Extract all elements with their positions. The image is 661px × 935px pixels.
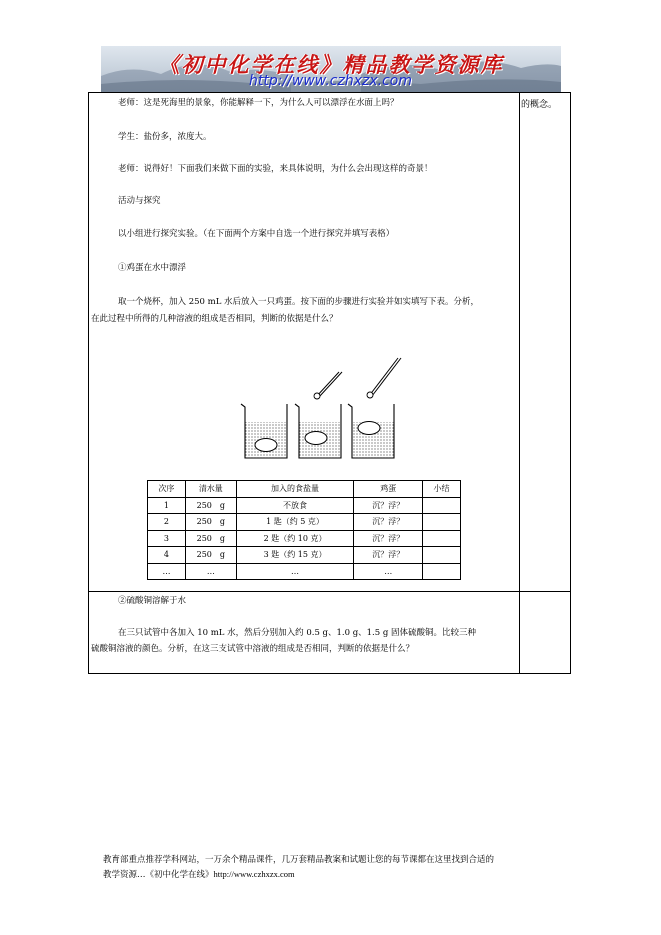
beakers-illustration: [236, 352, 406, 464]
plan-1-title: ①鸡蛋在水中漂浮: [118, 263, 187, 273]
table-cell: …: [354, 563, 423, 580]
table-cell: 2 匙（约 10 克）: [236, 530, 354, 547]
section-title: 活动与探究: [118, 196, 161, 206]
table-cell: 250 g: [185, 547, 236, 564]
table-cell: 250 g: [185, 497, 236, 514]
table-cell: 沉？浮？: [354, 530, 423, 547]
col-header: 小结: [423, 481, 461, 498]
table-cell: 3: [148, 530, 186, 547]
banner-title: 《初中化学在线》精品教学资源库: [158, 52, 504, 77]
table-cell: [423, 530, 461, 547]
table-cell: [423, 547, 461, 564]
header-banner: [101, 46, 561, 92]
table-row: [148, 497, 461, 514]
lower-side-cell: [519, 591, 571, 674]
experiment-table: [147, 480, 461, 580]
col-header: 加入的食盐量: [236, 481, 354, 498]
side-note: 的概念。: [521, 100, 558, 110]
col-header: 鸡蛋: [354, 481, 423, 498]
table-cell: 250 g: [185, 530, 236, 547]
table-cell: 沉？浮？: [354, 514, 423, 531]
page-footer: [103, 853, 494, 882]
upper-side-cell: [519, 92, 571, 592]
table-cell: 1: [148, 497, 186, 514]
plan-1-desc-2: 在此过程中所得的几种溶液的组成是否相同，判断的依据是什么？: [91, 314, 338, 324]
teacher-question: 老师：这是死海里的景象，你能解释一下，为什么人可以漂浮在水面上吗？: [118, 98, 399, 108]
table-cell: 250 g: [185, 514, 236, 531]
table-cell: [423, 497, 461, 514]
table-row: [148, 547, 461, 564]
footer-line-2: [103, 867, 494, 882]
table-row: [148, 563, 461, 580]
table-cell: …: [148, 563, 186, 580]
beaker-1-icon: [241, 404, 287, 458]
table-row: [148, 530, 461, 547]
plan-2-title: ②硫酸铜溶解于水: [118, 596, 187, 606]
table-cell: 1 匙（约 5 克）: [236, 514, 354, 531]
plan-2-desc-1: 在三只试管中各加入 10 mL 水，然后分别加入约 0.5 g、1.0 g、1.5 g 固体硫酸铜。比较三种: [118, 628, 477, 638]
footer-line-2-text: 教学资源…《初中化学在线》: [103, 870, 214, 880]
footer-line-1: 教育部重点推荐学科网站，一万余个精品课件，几万套精品教案和试题让您的每节课都在这里找到合适的: [103, 855, 495, 865]
table-header-row: [148, 481, 461, 498]
plan-2-desc-2: 硫酸铜溶液的颜色。分析，在这三支试管中溶液的组成是否相同，判断的依据是什么？: [91, 644, 415, 654]
teacher-reply: 老师：说得好！下面我们来做下面的实验，来具体说明，为什么会出现这样的奇景！: [118, 164, 433, 174]
table-cell: …: [236, 563, 354, 580]
table-cell: 沉？浮？: [354, 497, 423, 514]
banner-url-link[interactable]: http://www.czhxzx.com: [249, 73, 412, 89]
student-answer: 学生：盐份多，浓度大。: [118, 132, 212, 142]
table-cell: [423, 514, 461, 531]
beaker-3-icon: [348, 358, 401, 458]
col-header: 次序: [148, 481, 186, 498]
plan-1-desc-1: 取一个烧杯，加入 250 mL 水后放入一只鸡蛋。按下面的步骤进行实验并如实填写下表。分析，: [118, 297, 480, 307]
table-cell: 2: [148, 514, 186, 531]
table-cell: 沉？浮？: [354, 547, 423, 564]
beaker-2-icon: [295, 372, 342, 458]
table-cell: [423, 563, 461, 580]
table-cell: 不放食: [236, 497, 354, 514]
table-row: [148, 514, 461, 531]
footer-url-link[interactable]: http://www.czhxzx.com: [213, 869, 295, 879]
col-header: 清水量: [185, 481, 236, 498]
table-cell: …: [185, 563, 236, 580]
activity-instruction: 以小组进行探究实验。（在下面两个方案中自选一个进行探究并填写表格）: [118, 229, 395, 239]
table-cell: 3 匙（约 15 克）: [236, 547, 354, 564]
table-cell: 4: [148, 547, 186, 564]
